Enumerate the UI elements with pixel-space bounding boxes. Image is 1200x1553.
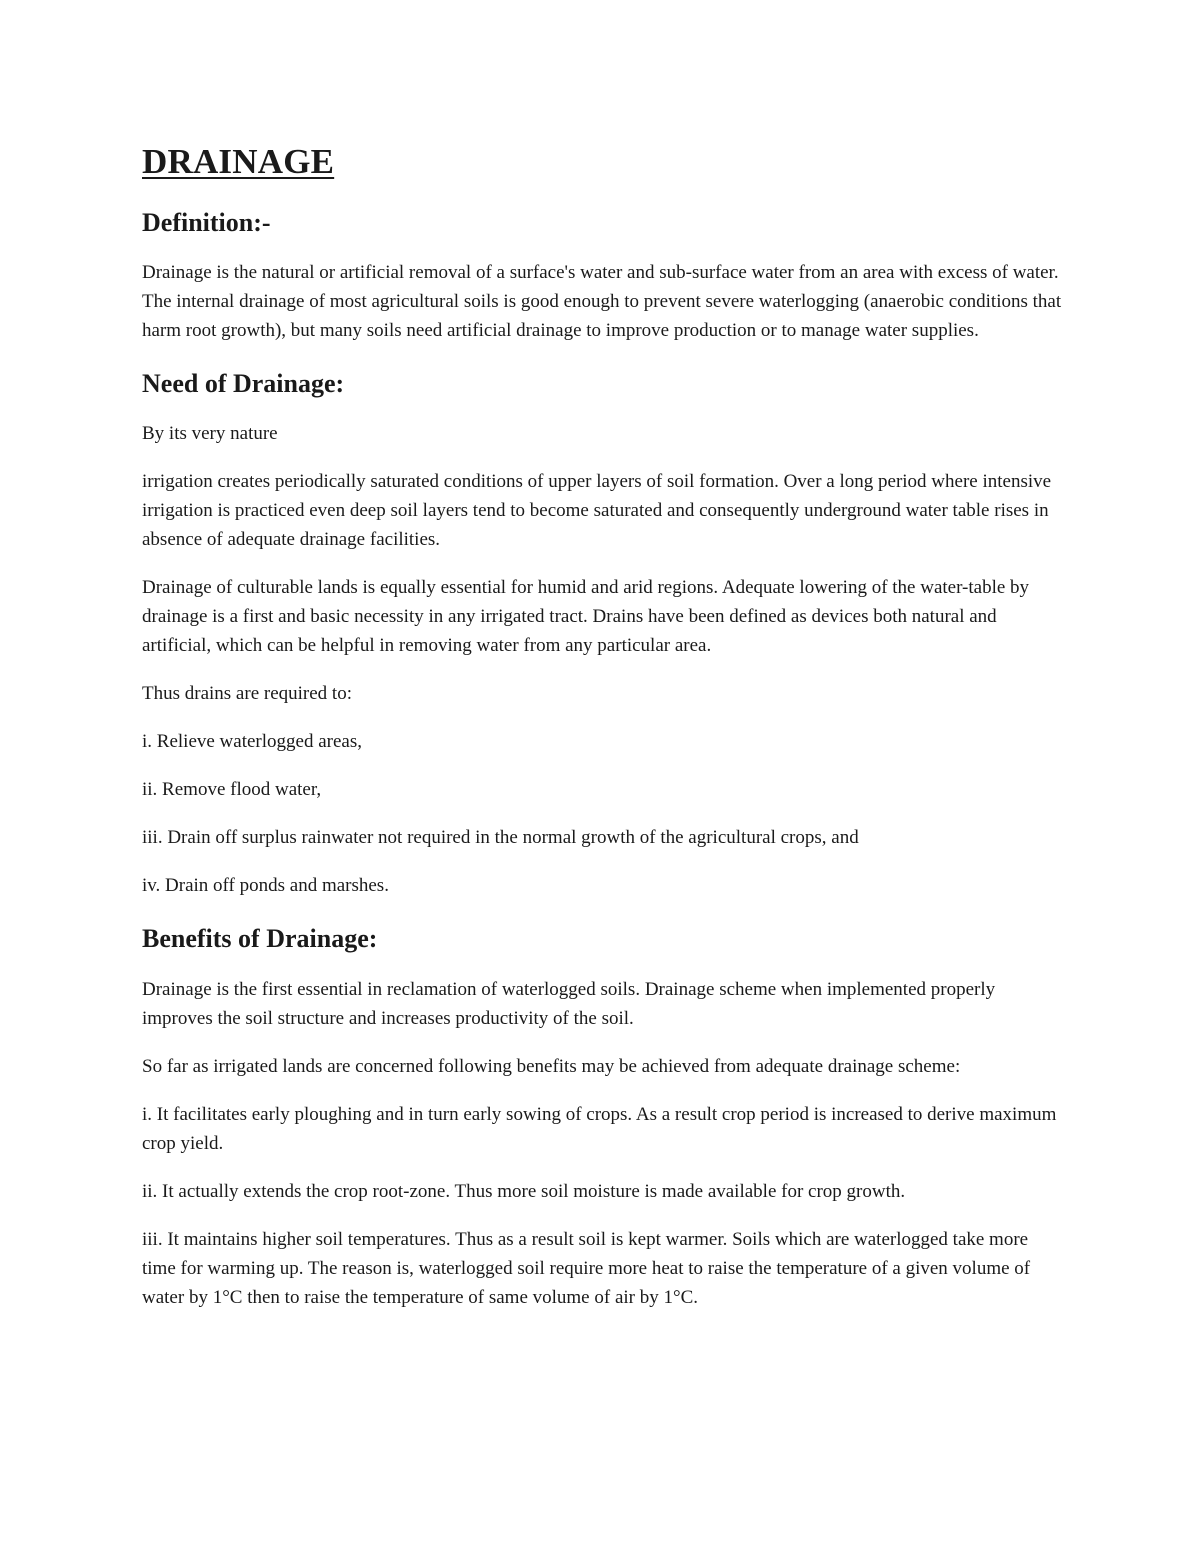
- benefits-list-item: iii. It maintains higher soil temperatures. Thus as a result soil is kept warmer. Soils which are waterlogged take more time for warming up. The reason is, waterlogged soil require more heat to raise the temperature of a given volume of water by 1°C then to raise the temperature of same volume of air by 1°C.: [142, 1229, 1031, 1308]
- need-heading: Need of Drainage:: [142, 369, 345, 398]
- benefits-paragraph: Drainage is the first essential in reclamation of waterlogged soils. Drainage scheme when implemented properly improves the soil structure and increases productivity of the soil.: [142, 979, 996, 1029]
- need-list-item: i. Relieve waterlogged areas,: [142, 731, 362, 752]
- need-list-item: ii. Remove flood water,: [142, 779, 322, 800]
- document-page: [142, 140, 1062, 1312]
- benefits-list-item: i. It facilitates early ploughing and in turn early sowing of crops. As a result crop period is increased to derive maximum crop yield.: [142, 1104, 1057, 1154]
- definition-heading: Definition:-: [142, 208, 271, 237]
- need-paragraph: irrigation creates periodically saturated conditions of upper layers of soil formation. Over a long period where intensive irrigation is practiced even deep soil layers tend to become saturated and consequently underground water table rises in absence of adequate drainage facilities.: [142, 471, 1052, 550]
- definition-paragraph: Drainage is the natural or artificial removal of a surface's water and sub-surface water from an area with excess of water. The internal drainage of most agricultural soils is good enough to prevent severe waterlogging (anaerobic conditions that harm root growth), but many soils need artificial drainage to improve production or to manage water supplies.: [142, 262, 1062, 341]
- benefits-list-item: ii. It actually extends the crop root-zone. Thus more soil moisture is made available for crop growth.: [142, 1181, 906, 1202]
- benefits-heading: Benefits of Drainage:: [142, 924, 378, 953]
- need-list-item: iv. Drain off ponds and marshes.: [142, 875, 389, 896]
- need-paragraph: Drainage of culturable lands is equally essential for humid and arid regions. Adequate lowering of the water-table by drainage is a first and basic necessity in any irrigated tract. Drains have been defined as devices both natural and artificial, which can be helpful in removing water from any particular area.: [142, 577, 1030, 656]
- need-paragraph: Thus drains are required to:: [142, 683, 352, 704]
- benefits-paragraph: So far as irrigated lands are concerned following benefits may be achieved from adequate drainage scheme:: [142, 1056, 961, 1077]
- need-list-item: iii. Drain off surplus rainwater not required in the normal growth of the agricultural crops, and: [142, 827, 859, 848]
- document-title: DRAINAGE: [142, 142, 335, 181]
- need-paragraph: By its very nature: [142, 423, 278, 444]
